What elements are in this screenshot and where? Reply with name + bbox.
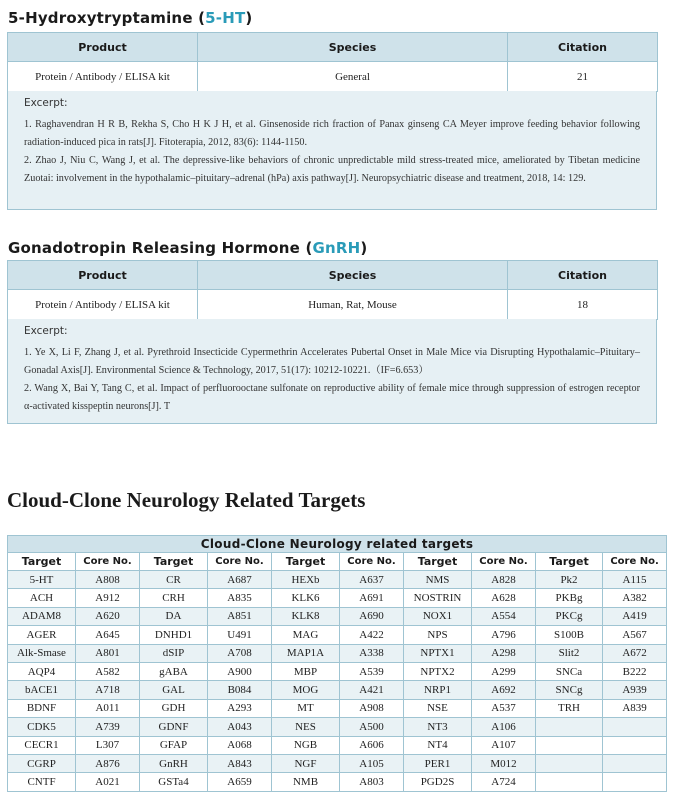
target-cell: AQP4	[8, 662, 76, 680]
target-cell	[536, 718, 603, 736]
target-cell: S100B	[536, 626, 603, 644]
core-no-cell: A299	[472, 662, 536, 680]
core-no-cell	[603, 773, 667, 791]
core-no-cell: L307	[76, 736, 140, 754]
citation-cell: 21	[508, 62, 658, 92]
core-no-cell: A803	[340, 773, 404, 791]
col-header-target: Target	[8, 553, 76, 571]
core-no-cell: A912	[76, 589, 140, 607]
core-no-cell: A107	[472, 736, 536, 754]
product-cell: Protein / Antibody / ELISA kit	[8, 62, 198, 92]
table-row	[8, 736, 667, 754]
core-no-cell	[603, 754, 667, 772]
core-no-cell: A808	[76, 571, 140, 589]
core-no-cell: U491	[208, 626, 272, 644]
target-cell: NGB	[272, 736, 340, 754]
target-cell: MAP1A	[272, 644, 340, 662]
col-header-citation: Citation	[508, 261, 658, 290]
col-header-product: Product	[8, 261, 198, 290]
core-no-cell: A606	[340, 736, 404, 754]
target-cell: Pk2	[536, 571, 603, 589]
target-cell: TRH	[536, 699, 603, 717]
col-header-core: Core No.	[340, 553, 404, 571]
target-cell: MBP	[272, 662, 340, 680]
core-no-cell: A724	[472, 773, 536, 791]
target-cell: CDK5	[8, 718, 76, 736]
col-header-citation: Citation	[508, 33, 658, 62]
core-no-cell: A068	[208, 736, 272, 754]
target-cell: NOX1	[404, 607, 472, 625]
target-cell: SNCa	[536, 662, 603, 680]
target-cell: bACE1	[8, 681, 76, 699]
excerpt-box-gnrh	[7, 319, 657, 424]
core-no-cell: A839	[603, 699, 667, 717]
section-title-gnrh: Gonadotropin Releasing Hormone (GnRH)	[8, 239, 368, 257]
table-row	[8, 754, 667, 772]
title-abbr: 5-HT	[205, 9, 246, 27]
core-no-cell: A645	[76, 626, 140, 644]
core-no-cell: A692	[472, 681, 536, 699]
core-no-cell	[603, 736, 667, 754]
table-row	[8, 718, 667, 736]
target-cell: ADAM8	[8, 607, 76, 625]
core-no-cell: A021	[76, 773, 140, 791]
target-cell: CECR1	[8, 736, 76, 754]
core-no-cell: A338	[340, 644, 404, 662]
col-header-target: Target	[140, 553, 208, 571]
core-no-cell: A718	[76, 681, 140, 699]
table-row	[8, 589, 667, 607]
core-no-cell: A421	[340, 681, 404, 699]
core-no-cell: A691	[340, 589, 404, 607]
table-row	[8, 644, 667, 662]
core-no-cell: B084	[208, 681, 272, 699]
targets-table-caption: Cloud-Clone Neurology related targets	[8, 536, 667, 553]
target-cell: Slit2	[536, 644, 603, 662]
core-no-cell: A105	[340, 754, 404, 772]
target-cell: CNTF	[8, 773, 76, 791]
product-cell: Protein / Antibody / ELISA kit	[8, 290, 198, 320]
core-no-cell: A043	[208, 718, 272, 736]
target-cell: KLK8	[272, 607, 340, 625]
target-cell: GDNF	[140, 718, 208, 736]
core-no-cell: A659	[208, 773, 272, 791]
target-cell: CGRP	[8, 754, 76, 772]
excerpt-item: 2. Wang X, Bai Y, Tang C, et al. Impact of perfluorooctane sulfonate on reproductive ability of female mice through suppression of estrogen receptor α-activated kisspeptin neurons[J]. T	[24, 383, 640, 412]
target-cell	[536, 754, 603, 772]
target-cell: SNCg	[536, 681, 603, 699]
core-no-cell: A106	[472, 718, 536, 736]
target-cell	[536, 773, 603, 791]
core-no-cell: A293	[208, 699, 272, 717]
core-no-cell: A500	[340, 718, 404, 736]
table-row	[8, 662, 667, 680]
target-cell: NMS	[404, 571, 472, 589]
target-cell: NT3	[404, 718, 472, 736]
target-cell: GDH	[140, 699, 208, 717]
col-header-product: Product	[8, 33, 198, 62]
target-cell: MAG	[272, 626, 340, 644]
table-row	[8, 626, 667, 644]
core-no-cell: A708	[208, 644, 272, 662]
title-abbr: GnRH	[312, 239, 361, 257]
target-cell: NES	[272, 718, 340, 736]
target-cell: DA	[140, 607, 208, 625]
target-cell: PKBg	[536, 589, 603, 607]
excerpt-item: 2. Zhao J, Niu C, Wang J, et al. The depressive-like behaviors of chronic unpredictable mild stress-treated mice, ameliorated by Tibetan medicine Zuotai: involvement in the hypothalamic–pituitary–adrenal (hPa) axis pathway[J]. Neuropsychiatric disease and treatment, 2018, 14: 129.	[24, 155, 640, 184]
col-header-core: Core No.	[208, 553, 272, 571]
core-no-cell: A637	[340, 571, 404, 589]
target-cell: CRH	[140, 589, 208, 607]
col-header-species: Species	[198, 261, 508, 290]
targets-table	[7, 535, 667, 792]
core-no-cell: A539	[340, 662, 404, 680]
core-no-cell: A690	[340, 607, 404, 625]
citation-cell: 18	[508, 290, 658, 320]
target-cell: PGD2S	[404, 773, 472, 791]
target-cell: Alk-Smase	[8, 644, 76, 662]
col-header-target: Target	[536, 553, 603, 571]
product-table-gnrh	[7, 260, 658, 320]
target-cell: NOSTRIN	[404, 589, 472, 607]
target-cell: NT4	[404, 736, 472, 754]
table-row	[8, 773, 667, 791]
core-no-cell: A739	[76, 718, 140, 736]
excerpt-item: 1. Ye X, Li F, Zhang J, et al. Pyrethroid Insecticide Cypermethrin Accelerates Pubertal Onset in Male Mice via Disrupting Hypothalamic–Pituitary–Gonadal Axis[J]. Environmental Science & Technology, 2017, 51(17): 10212-10221.（IF=6.653）	[24, 347, 640, 376]
core-no-cell: A115	[603, 571, 667, 589]
target-cell: ACH	[8, 589, 76, 607]
target-cell	[536, 736, 603, 754]
targets-table-body	[8, 571, 667, 792]
core-no-cell: A554	[472, 607, 536, 625]
core-no-cell: A828	[472, 571, 536, 589]
col-header-core: Core No.	[603, 553, 667, 571]
excerpt-box-5ht	[7, 91, 657, 210]
core-no-cell: A419	[603, 607, 667, 625]
section-title-5ht: 5-Hydroxytryptamine (5-HT)	[8, 9, 253, 27]
species-cell: General	[198, 62, 508, 92]
core-no-cell: B222	[603, 662, 667, 680]
target-cell: 5-HT	[8, 571, 76, 589]
core-no-cell	[603, 718, 667, 736]
core-no-cell: A298	[472, 644, 536, 662]
targets-title: Cloud-Clone Neurology Related Targets	[7, 488, 366, 512]
target-cell: gABA	[140, 662, 208, 680]
target-cell: HEXb	[272, 571, 340, 589]
core-no-cell: A801	[76, 644, 140, 662]
core-no-cell: A908	[340, 699, 404, 717]
target-cell: NPS	[404, 626, 472, 644]
target-cell: PER1	[404, 754, 472, 772]
col-header-core: Core No.	[472, 553, 536, 571]
excerpt-label: Excerpt:	[24, 97, 68, 109]
target-cell: AGER	[8, 626, 76, 644]
target-cell: GSTa4	[140, 773, 208, 791]
table-row	[8, 571, 667, 589]
target-cell: MOG	[272, 681, 340, 699]
core-no-cell: A939	[603, 681, 667, 699]
excerpt-item: 1. Raghavendran H R B, Rekha S, Cho H K J H, et al. Ginsenoside rich fraction of Panax ginseng CA Meyer improve feeding behavior following radiation-induced pica in rats[J]. Fitoterapia, 2012, 83(6): 1144-1150.	[24, 119, 640, 148]
table-row	[8, 607, 667, 625]
core-no-cell: A620	[76, 607, 140, 625]
target-cell: CR	[140, 571, 208, 589]
table-row	[8, 699, 667, 717]
core-no-cell: A382	[603, 589, 667, 607]
target-cell: NPTX1	[404, 644, 472, 662]
target-cell: NSE	[404, 699, 472, 717]
col-header-core: Core No.	[76, 553, 140, 571]
core-no-cell: A567	[603, 626, 667, 644]
core-no-cell: A672	[603, 644, 667, 662]
core-no-cell: A582	[76, 662, 140, 680]
core-no-cell: A796	[472, 626, 536, 644]
target-cell: NMB	[272, 773, 340, 791]
product-table-5ht	[7, 32, 658, 92]
target-cell: PKCg	[536, 607, 603, 625]
table-row	[8, 681, 667, 699]
target-cell: GnRH	[140, 754, 208, 772]
target-cell: NRP1	[404, 681, 472, 699]
core-no-cell: A851	[208, 607, 272, 625]
core-no-cell: A422	[340, 626, 404, 644]
target-cell: GFAP	[140, 736, 208, 754]
excerpt-label: Excerpt:	[24, 325, 68, 337]
col-header-target: Target	[404, 553, 472, 571]
core-no-cell: A011	[76, 699, 140, 717]
core-no-cell: A687	[208, 571, 272, 589]
core-no-cell: A628	[472, 589, 536, 607]
core-no-cell: A900	[208, 662, 272, 680]
target-cell: BDNF	[8, 699, 76, 717]
core-no-cell: A843	[208, 754, 272, 772]
target-cell: MT	[272, 699, 340, 717]
target-cell: GAL	[140, 681, 208, 699]
core-no-cell: A537	[472, 699, 536, 717]
target-cell: NPTX2	[404, 662, 472, 680]
target-cell: KLK6	[272, 589, 340, 607]
col-header-species: Species	[198, 33, 508, 62]
target-cell: NGF	[272, 754, 340, 772]
target-cell: dSIP	[140, 644, 208, 662]
core-no-cell: A835	[208, 589, 272, 607]
species-cell: Human, Rat, Mouse	[198, 290, 508, 320]
col-header-target: Target	[272, 553, 340, 571]
core-no-cell: M012	[472, 754, 536, 772]
core-no-cell: A876	[76, 754, 140, 772]
target-cell: DNHD1	[140, 626, 208, 644]
